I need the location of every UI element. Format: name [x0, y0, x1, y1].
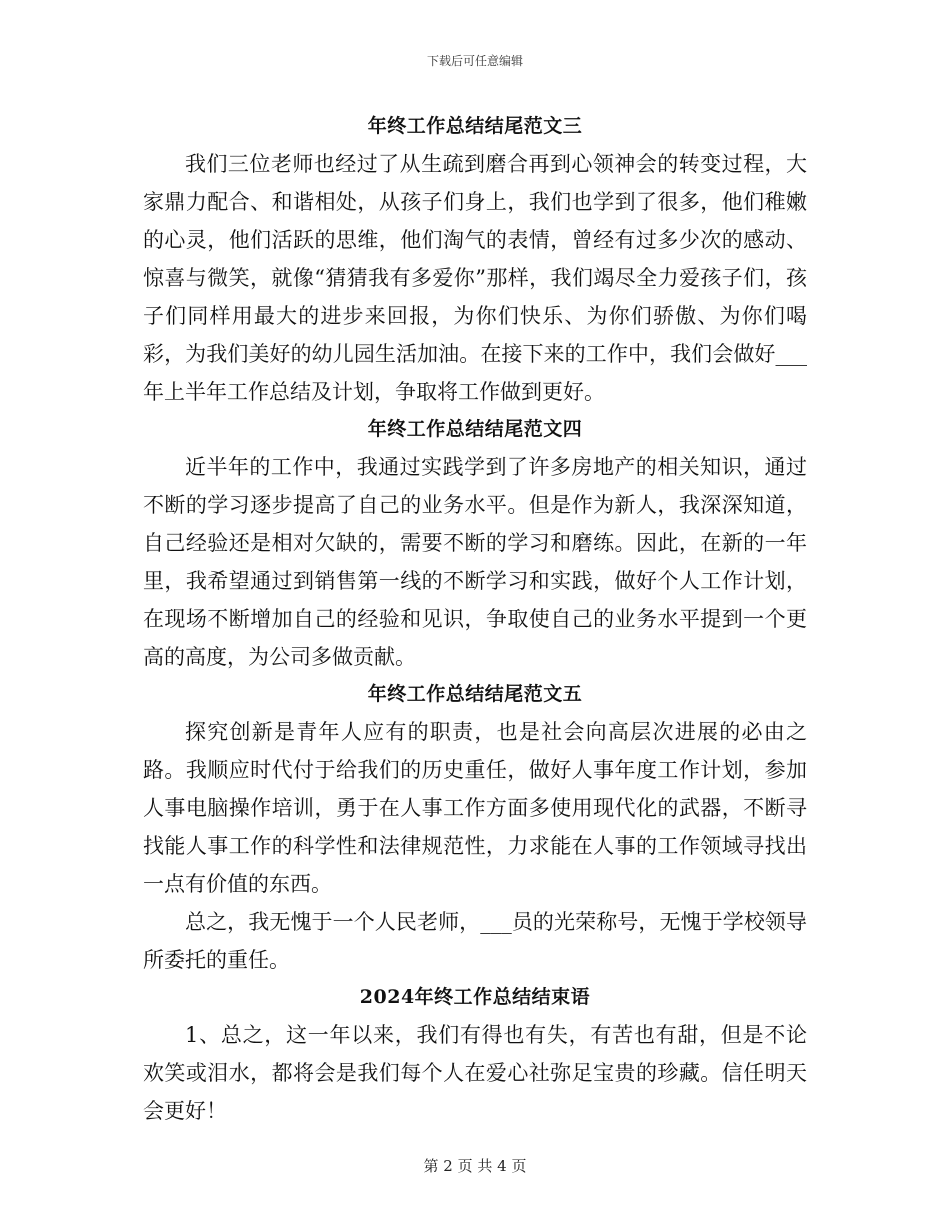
paragraph: 我们三位老师也经过了从生疏到磨合再到心领神会的转变过程，大家鼎力配合、和谐相处，从孩子们身上，我们也学到了很多，他们稚嫩的心灵，他们活跃的思维，他们淘气的表情，曾经有过多少次的感动、惊喜与微笑，就像“猜猜我有多爱你”那样，我们竭尽全力爱孩子们，孩子们同样用最大的进步来回报，为你们快乐、为你们骄傲、为你们喝彩，为我们美好的幼儿园生活加油。在接下来的工作中，我们会做好___年上半年工作总结及计划，争取将工作做到更好。	[143, 152, 807, 404]
section-3	[143, 108, 807, 411]
document-body	[143, 108, 807, 1130]
section-title: 年终工作总结结尾范文三	[367, 115, 583, 137]
paragraph: 1、总之，这一年以来，我们有得也有失，有苦也有甜，但是不论欢笑或泪水，都将会是我们每个人在爱心社弥足宝贵的珍藏。信任明天会更好！	[143, 1023, 807, 1123]
page-footer: 第 2 页 共 4 页	[423, 1157, 527, 1175]
paragraph: 总之，我无愧于一个人民老师，___员的光荣称号，无愧于学校领导所委托的重任。	[143, 910, 807, 972]
section-closing	[143, 979, 807, 1130]
page-header: 下载后可任意编辑	[426, 54, 523, 68]
section-5	[143, 676, 807, 979]
section-4	[143, 411, 807, 676]
section-title: 年终工作总结结尾范文四	[367, 418, 583, 440]
section-title: 年终工作总结结尾范文五	[367, 683, 583, 705]
paragraph: 近半年的工作中，我通过实践学到了许多房地产的相关知识，通过不断的学习逐步提高了自己的业务水平。但是作为新人，我深深知道，自己经验还是相对欠缺的，需要不断的学习和磨练。因此，在新的一年里，我希望通过到销售第一线的不断学习和实践，做好个人工作计划，在现场不断增加自己的经验和见识，争取使自己的业务水平提到一个更高的高度，为公司多做贡献。	[143, 455, 807, 669]
paragraph: 探究创新是青年人应有的职责，也是社会向高层次进展的必由之路。我顺应时代付于给我们的历史重任，做好人事年度工作计划，参加人事电脑操作培训，勇于在人事工作方面多使用现代化的武器，不断寻找能人事工作的科学性和法律规范性，力求能在人事的工作领域寻找出一点有价值的东西。	[143, 720, 807, 896]
section-title: 2024年终工作总结结束语	[359, 986, 591, 1008]
